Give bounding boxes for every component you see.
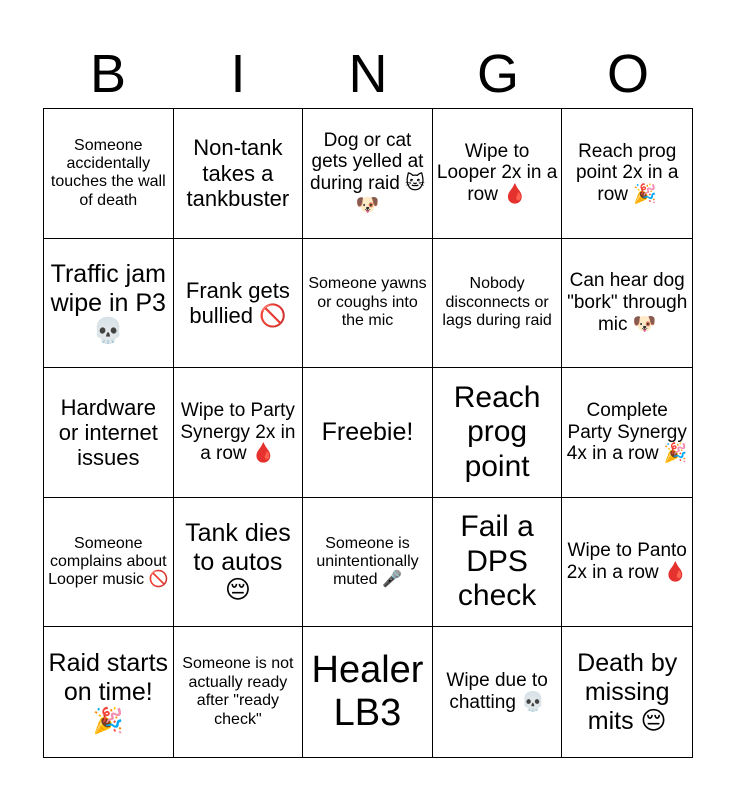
- cell-text: Healer LB3: [311, 648, 424, 735]
- bingo-cell-r3c2[interactable]: [174, 368, 304, 498]
- cell-text: Dog or cat gets yelled at during raid 🐱🐶: [310, 129, 425, 217]
- bingo-cell-r5c5[interactable]: [562, 627, 692, 757]
- cell-text: Freebie!: [321, 418, 414, 447]
- bingo-cell-r3c1[interactable]: [44, 368, 174, 498]
- cell-text: Someone complains about Looper music 🚫: [48, 534, 169, 589]
- cell-text: Someone accidentally touches the wall of death: [50, 136, 166, 209]
- bingo-cell-r4c3[interactable]: [303, 498, 433, 628]
- cell-text: Can hear dog "bork" through mic 🐶: [567, 270, 688, 335]
- bingo-cell-r5c3[interactable]: [303, 627, 433, 757]
- cell-text: Frank gets bullied 🚫: [185, 277, 290, 328]
- bingo-header: [43, 40, 693, 108]
- cell-text: Fail a DPS check: [457, 510, 537, 613]
- cell-text: Non-tank takes a tankbuster: [186, 135, 290, 211]
- cell-text: Hardware or internet issues: [58, 394, 158, 471]
- bingo-cell-r1c2[interactable]: [174, 109, 304, 239]
- bingo-cell-r4c1[interactable]: [44, 498, 174, 628]
- cell-text: Death by missing mits 😔: [577, 649, 678, 735]
- cell-text: Raid starts on time! 🎉: [48, 649, 169, 735]
- bingo-cell-r1c1[interactable]: [44, 109, 174, 239]
- bingo-cell-r1c4[interactable]: [433, 109, 563, 239]
- header-letter-n: N: [348, 44, 388, 104]
- bingo-cell-r5c1[interactable]: [44, 627, 174, 757]
- bingo-cell-r1c3[interactable]: [303, 109, 433, 239]
- cell-text: Someone is unintentionally muted 🎤: [316, 534, 419, 589]
- bingo-cell-r3c4[interactable]: [433, 368, 563, 498]
- cell-text: Tank dies to autos 😔: [185, 518, 291, 605]
- cell-text: Wipe to Panto 2x in a row 🩸: [566, 540, 688, 584]
- cell-text: Traffic jam wipe in P3 💀: [50, 259, 166, 346]
- bingo-cell-r2c4[interactable]: [433, 239, 563, 369]
- bingo-cell-r4c2[interactable]: [174, 498, 304, 628]
- cell-text: Complete Party Synergy 4x in a row 🎉: [566, 399, 688, 465]
- cell-text: Reach prog point 2x in a row 🎉: [575, 140, 679, 206]
- cell-text: Someone is not actually ready after "ready check": [182, 655, 294, 728]
- cell-text: Wipe to Looper 2x in a row 🩸: [436, 140, 558, 206]
- bingo-cell-r3c5[interactable]: [562, 368, 692, 498]
- header-letter-b: B: [89, 44, 127, 104]
- header-letter-i: I: [230, 44, 246, 104]
- bingo-cell-r5c2[interactable]: [174, 627, 304, 757]
- bingo-cell-r2c1[interactable]: [44, 239, 174, 369]
- bingo-cell-r3c3[interactable]: [303, 368, 433, 498]
- header-letter-g: G: [476, 44, 519, 104]
- cell-text: Someone yawns or coughs into the mic: [308, 275, 427, 330]
- bingo-cell-r4c5[interactable]: [562, 498, 692, 628]
- bingo-cell-r2c5[interactable]: [562, 239, 692, 369]
- bingo-cell-r5c4[interactable]: [433, 627, 563, 757]
- header-letter-o: O: [606, 44, 649, 104]
- cell-text: Wipe to Party Synergy 2x in a row 🩸: [180, 399, 296, 465]
- bingo-cell-r1c5[interactable]: [562, 109, 692, 239]
- bingo-cell-r2c3[interactable]: [303, 239, 433, 369]
- cell-text: Reach prog point: [453, 380, 541, 483]
- bingo-cell-r4c4[interactable]: [433, 498, 563, 628]
- bingo-board: [43, 108, 693, 758]
- cell-text: Wipe due to chatting 💀: [446, 670, 548, 714]
- cell-text: Nobody disconnects or lags during raid: [442, 275, 552, 330]
- bingo-cell-r2c2[interactable]: [174, 239, 304, 369]
